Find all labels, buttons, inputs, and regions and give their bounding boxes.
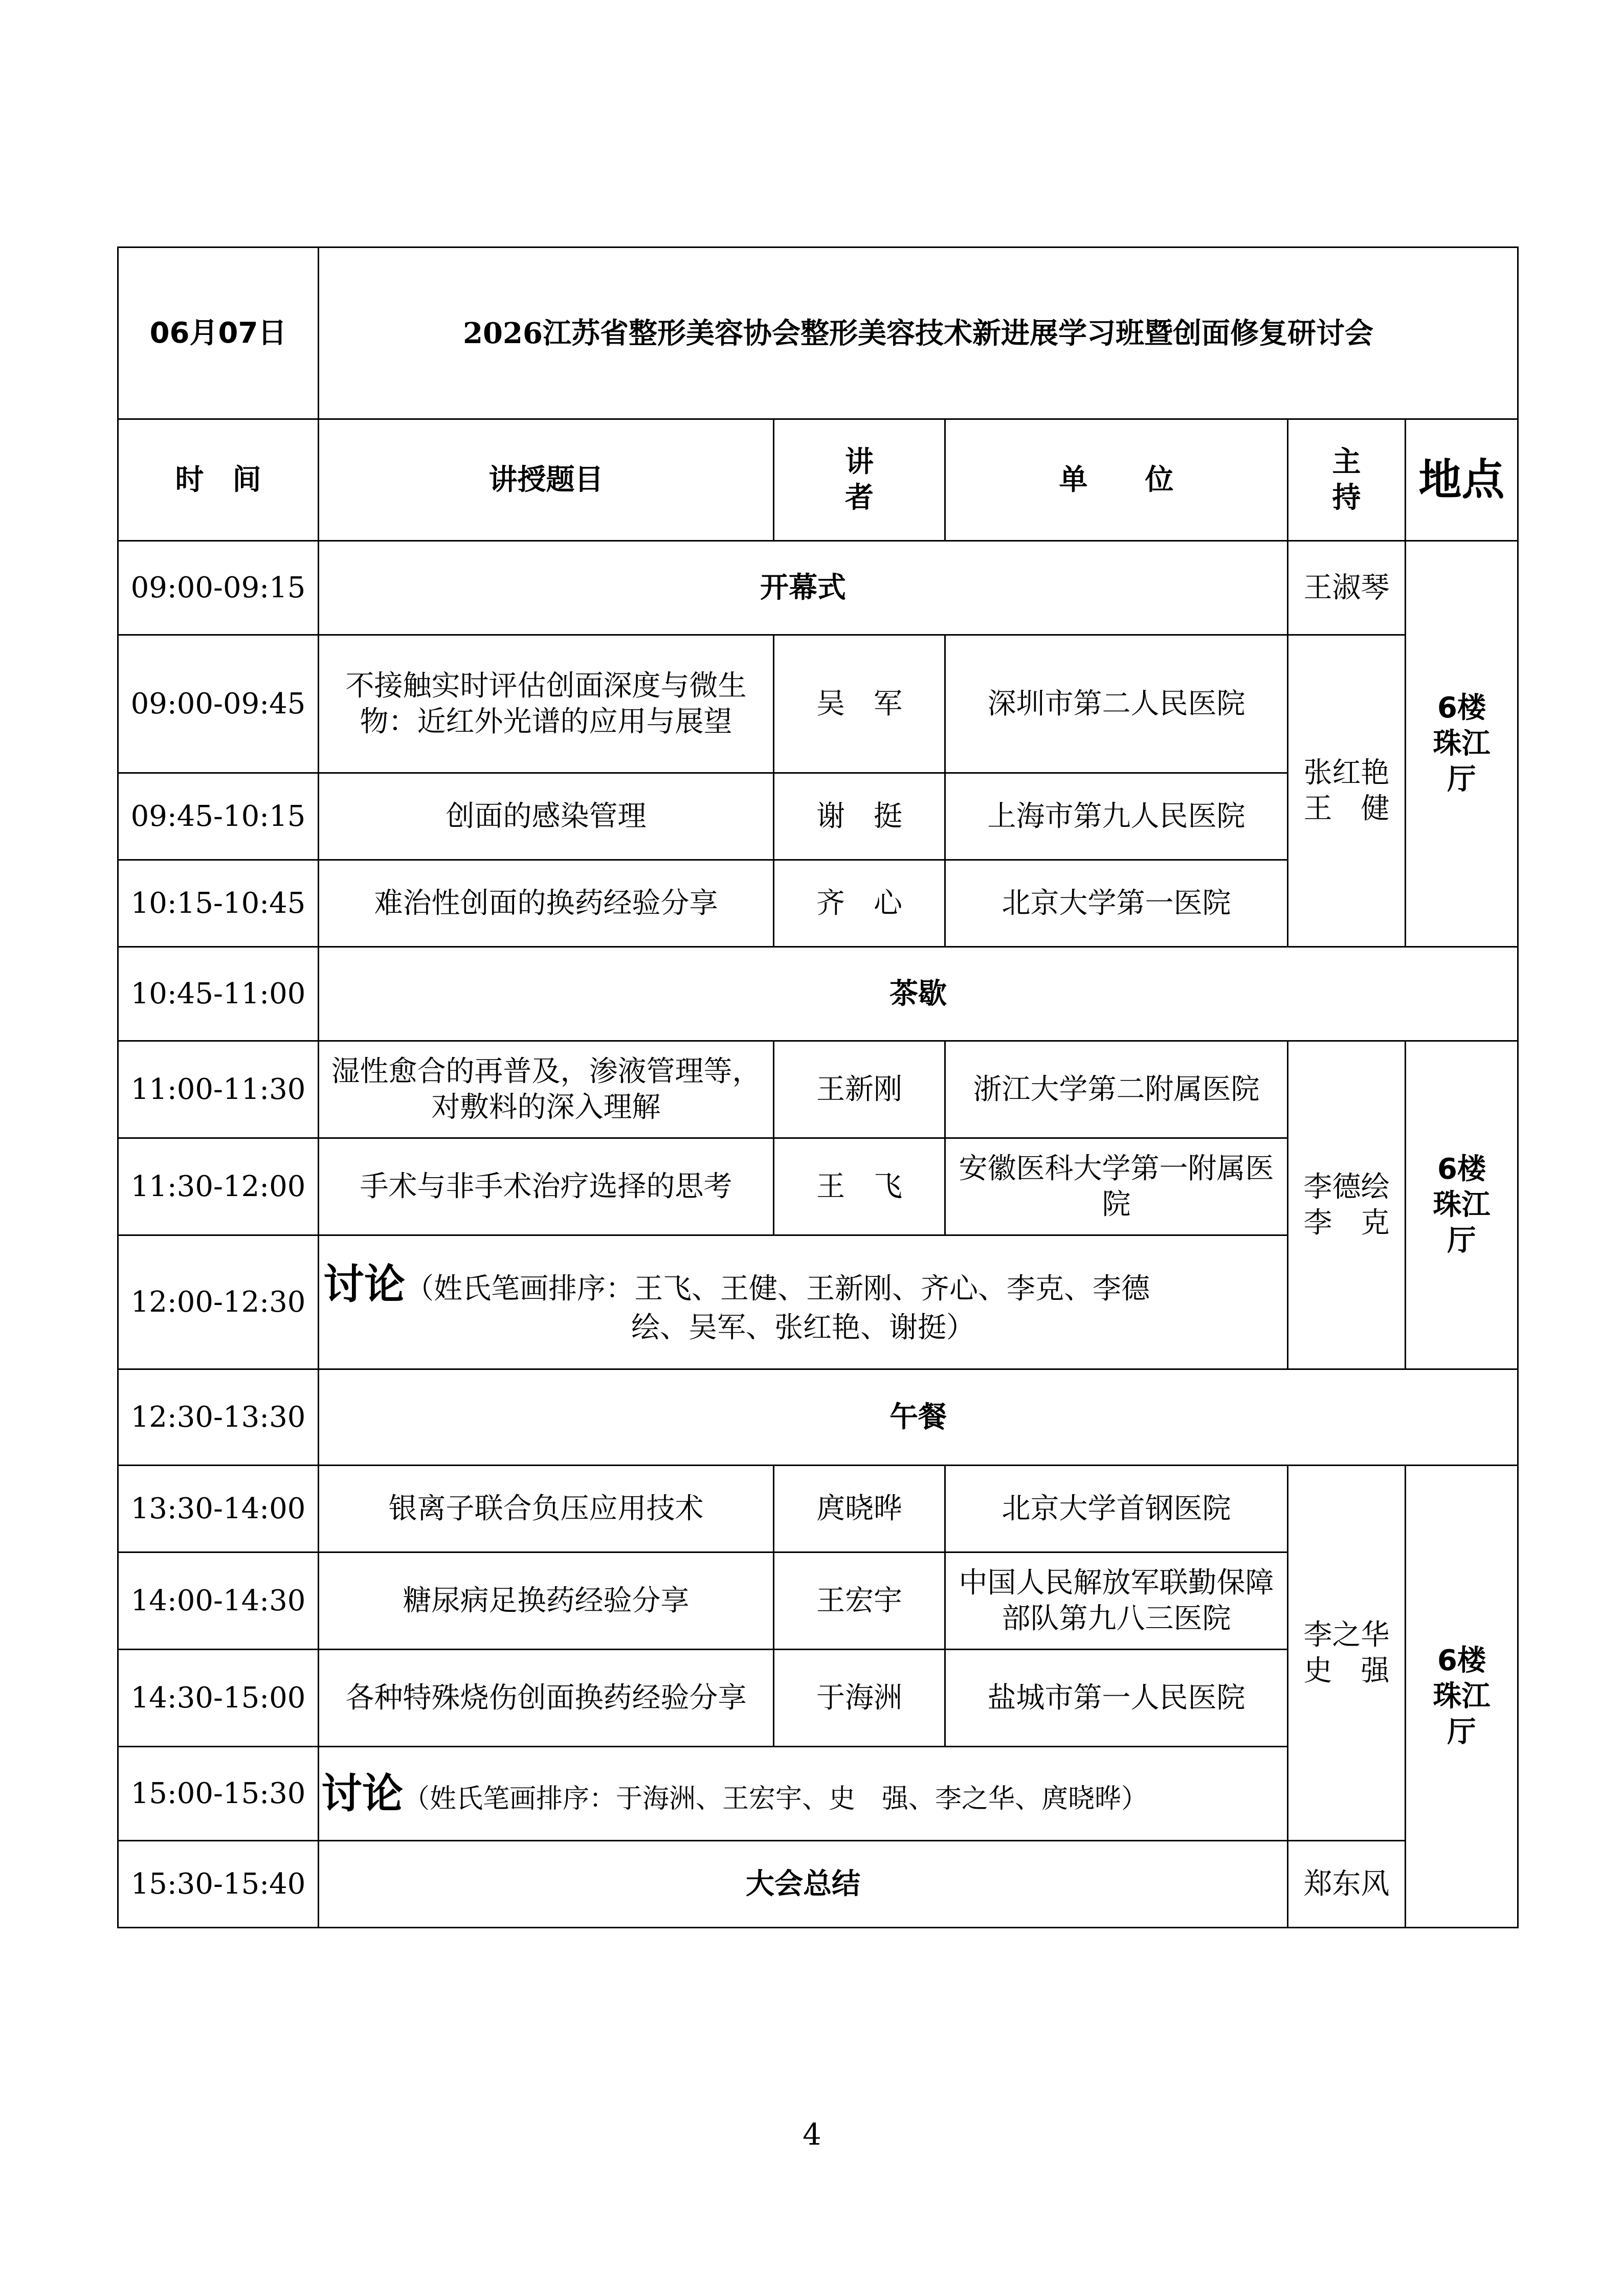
host-name: 李 克 [1303, 1206, 1390, 1240]
unit-cell: 中国人民解放军联勤保障部队第九八三医院 [945, 1552, 1288, 1650]
speaker-cell: 齐 心 [774, 860, 945, 947]
table-row [118, 1369, 1518, 1466]
time-cell: 09:00-09:45 [118, 635, 319, 773]
place-hall-suffix: 厅 [1447, 1715, 1476, 1749]
unit-cell: 深圳市第二人民医院 [945, 635, 1288, 773]
header-speaker-label: 讲者 [845, 445, 874, 514]
topic-cell: 创面的感染管理 [319, 773, 774, 860]
topic-cell: 难治性创面的换药经验分享 [319, 860, 774, 947]
place-hall-suffix: 厅 [1447, 762, 1476, 796]
discussion-label: 讨论 [321, 1769, 403, 1817]
table-row [118, 541, 1518, 635]
event-title: 2026江苏省整形美容协会整形美容技术新进展学习班暨创面修复研讨会 [319, 247, 1518, 419]
header-time: 时 间 [118, 419, 319, 541]
host-cell: 王淑琴 [1288, 541, 1406, 635]
speaker-cell: 庹晓晔 [774, 1466, 945, 1552]
header-place: 地点 [1406, 419, 1518, 541]
host-name: 张红艳 [1303, 756, 1390, 790]
speaker-cell: 吴 军 [774, 635, 945, 773]
schedule-table [117, 246, 1519, 1928]
title-row [118, 247, 1518, 419]
time-cell: 10:15-10:45 [118, 860, 319, 947]
table-row [118, 1041, 1518, 1138]
topic-cell: 不接触实时评估创面深度与微生物：近红外光谱的应用与展望 [319, 635, 774, 773]
banner-lunch: 午餐 [319, 1369, 1518, 1466]
speaker-cell: 于海洲 [774, 1650, 945, 1747]
host-cell [1288, 1466, 1406, 1841]
discussion-text: （姓氏笔画排序：于海洲、王宏宇、史 强、李之华、庹晓晔） [403, 1783, 1148, 1814]
host-name: 史 强 [1303, 1654, 1390, 1687]
time-cell: 12:30-13:30 [118, 1369, 319, 1466]
banner-tea-break: 茶歇 [319, 947, 1518, 1041]
table-row [118, 947, 1518, 1041]
place-hall: 珠江 [1433, 1188, 1490, 1222]
header-host-label: 主持 [1332, 445, 1361, 514]
place-cell [1406, 1466, 1518, 1928]
header-host [1288, 419, 1406, 541]
unit-cell: 盐城市第一人民医院 [945, 1650, 1288, 1747]
topic-cell: 湿性愈合的再普及，渗液管理等，对敷料的深入理解 [319, 1041, 774, 1138]
time-cell: 09:00-09:15 [118, 541, 319, 635]
speaker-cell: 王宏宇 [774, 1552, 945, 1650]
place-cell [1406, 1041, 1518, 1369]
host-cell [1288, 1041, 1406, 1369]
unit-cell: 北京大学第一医院 [945, 860, 1288, 947]
header-row [118, 419, 1518, 541]
speaker-cell: 王新刚 [774, 1041, 945, 1138]
host-name: 李德绘 [1303, 1170, 1390, 1204]
place-floor: 6楼 [1437, 1152, 1486, 1186]
time-cell: 15:30-15:40 [118, 1841, 319, 1928]
table-row [118, 635, 1518, 773]
page-number: 4 [803, 2117, 821, 2152]
header-unit: 单 位 [945, 419, 1288, 541]
host-cell: 郑东风 [1288, 1841, 1406, 1928]
host-name: 王 健 [1303, 792, 1390, 825]
topic-cell: 银离子联合负压应用技术 [319, 1466, 774, 1552]
speaker-cell: 谢 挺 [774, 773, 945, 860]
place-floor: 6楼 [1437, 1644, 1486, 1677]
unit-cell: 北京大学首钢医院 [945, 1466, 1288, 1552]
host-name: 李之华 [1303, 1618, 1390, 1652]
unit-cell: 安徽医科大学第一附属医院 [945, 1138, 1288, 1235]
time-cell: 11:00-11:30 [118, 1041, 319, 1138]
banner-opening: 开幕式 [319, 541, 1288, 635]
time-cell: 09:45-10:15 [118, 773, 319, 860]
time-cell: 14:30-15:00 [118, 1650, 319, 1747]
topic-cell: 糖尿病足换药经验分享 [319, 1552, 774, 1650]
table-row [118, 1466, 1518, 1552]
time-cell: 15:00-15:30 [118, 1747, 319, 1841]
table-row [118, 1841, 1518, 1928]
header-topic: 讲授题目 [319, 419, 774, 541]
topic-cell: 各种特殊烧伤创面换药经验分享 [319, 1650, 774, 1747]
discussion-cell [319, 1235, 1288, 1369]
speaker-cell: 王 飞 [774, 1138, 945, 1235]
time-cell: 11:30-12:00 [118, 1138, 319, 1235]
header-speaker [774, 419, 945, 541]
place-floor: 6楼 [1437, 691, 1486, 725]
place-hall: 珠江 [1433, 1679, 1490, 1713]
time-cell: 12:00-12:30 [118, 1235, 319, 1369]
session-date: 06月07日 [118, 247, 319, 419]
place-hall: 珠江 [1433, 727, 1490, 760]
discussion-cell [319, 1747, 1288, 1841]
discussion-label: 讨论 [323, 1260, 405, 1308]
discussion-text-continued: 绘、吴军、张红艳、谢挺） [631, 1311, 975, 1344]
unit-cell: 浙江大学第二附属医院 [945, 1041, 1288, 1138]
place-hall-suffix: 厅 [1447, 1224, 1476, 1257]
unit-cell: 上海市第九人民医院 [945, 773, 1288, 860]
time-cell: 14:00-14:30 [118, 1552, 319, 1650]
time-cell: 13:30-14:00 [118, 1466, 319, 1552]
banner-closing: 大会总结 [319, 1841, 1288, 1928]
discussion-text: （姓氏笔画排序：王飞、王健、王新刚、齐心、李克、李德 [405, 1272, 1150, 1305]
host-cell [1288, 635, 1406, 947]
time-cell: 10:45-11:00 [118, 947, 319, 1041]
topic-cell: 手术与非手术治疗选择的思考 [319, 1138, 774, 1235]
place-cell [1406, 541, 1518, 947]
